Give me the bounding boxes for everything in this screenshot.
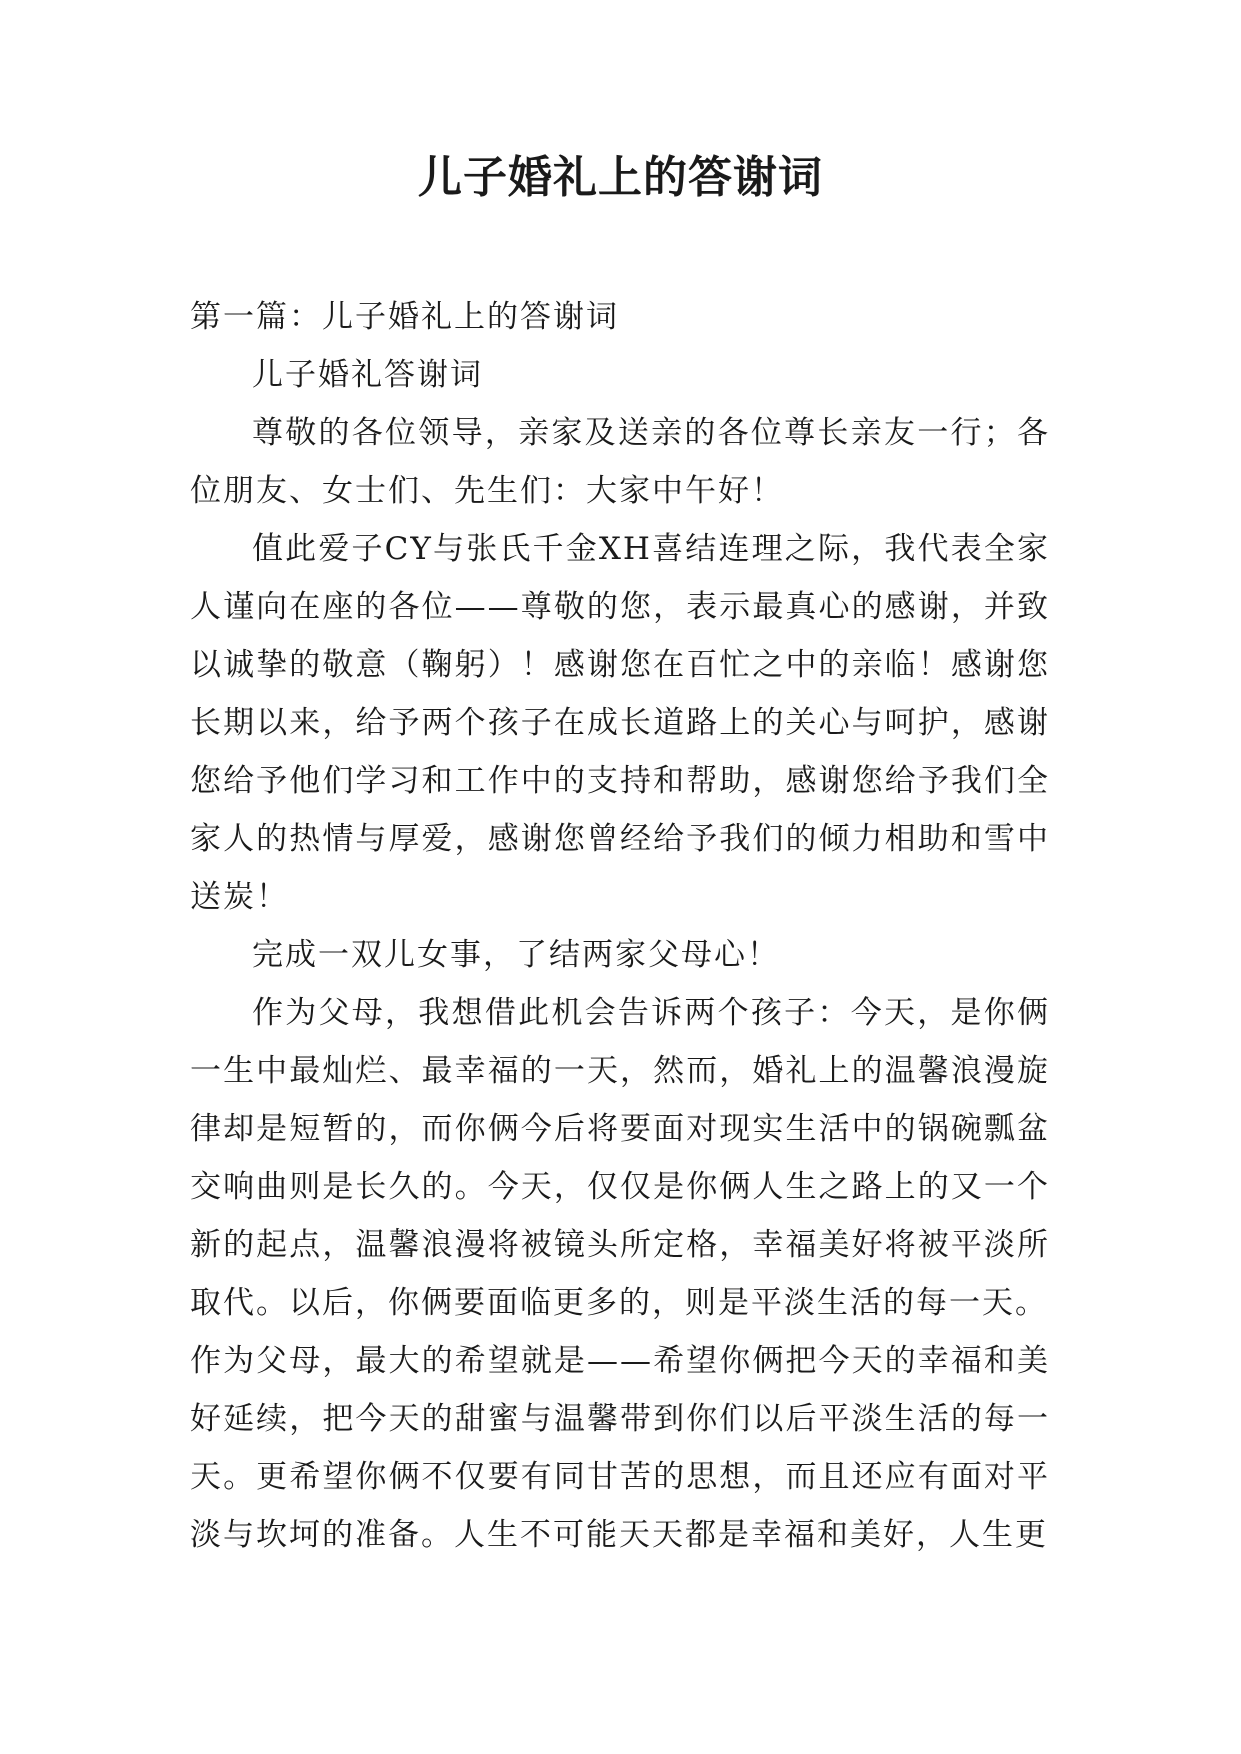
paragraph-hope: 作为父母，最大的希望就是——希望你俩把今天的幸福和美好延续，把今天的甜蜜与温馨带到你们以后平淡生活的每一天。更希望你俩不仅要有同甘苦的思想，而且还应有面对平淡与坎坷的准备。人生不可能天天都是幸福和美好，人生更 — [190, 1343, 1050, 1553]
paragraph-advice: 作为父母，我想借此机会告诉两个孩子：今天，是你俩一生中最灿烂、最幸福的一天，然而，婚礼上的温馨浪漫旋律却是短暂的，而你俩今后将要面对现实生活中的锅碗瓢盆交响曲则是长久的。今天，仅仅是你俩人生之路上的又一个新的起点，温馨浪漫将被镜头所定格，幸福美好将被平淡所取代。以后，你俩要面临更多的，则是平淡生活的每一天。 — [190, 995, 1050, 1321]
paragraph-greeting: 尊敬的各位领导，亲家及送亲的各位尊长亲友一行；各位朋友、女士们、先生们：大家中午好！ — [190, 415, 1050, 509]
paragraph-thanks: 值此爱子CY与张氏千金XH喜结连理之际，我代表全家人谨向在座的各位——尊敬的您，表示最真心的感谢，并致以诚挚的敬意（鞠躬）！感谢您在百忙之中的亲临！感谢您长期以来，给予两个孩子在成长道路上的关心与呵护，感谢您给予他们学习和工作中的支持和帮助，感谢您给予我们全家人的热情与厚爱，感谢您曾经给予我们的倾力相助和雪中送炭！ — [190, 531, 1050, 915]
section-heading: 第一篇：儿子婚礼上的答谢词 — [190, 299, 619, 335]
speech-subtitle: 儿子婚礼答谢词 — [252, 357, 483, 393]
document-body — [190, 288, 1050, 1564]
document-title: 儿子婚礼上的答谢词 — [418, 152, 823, 203]
paragraph-couplet: 完成一双儿女事，了结两家父母心！ — [252, 937, 780, 973]
